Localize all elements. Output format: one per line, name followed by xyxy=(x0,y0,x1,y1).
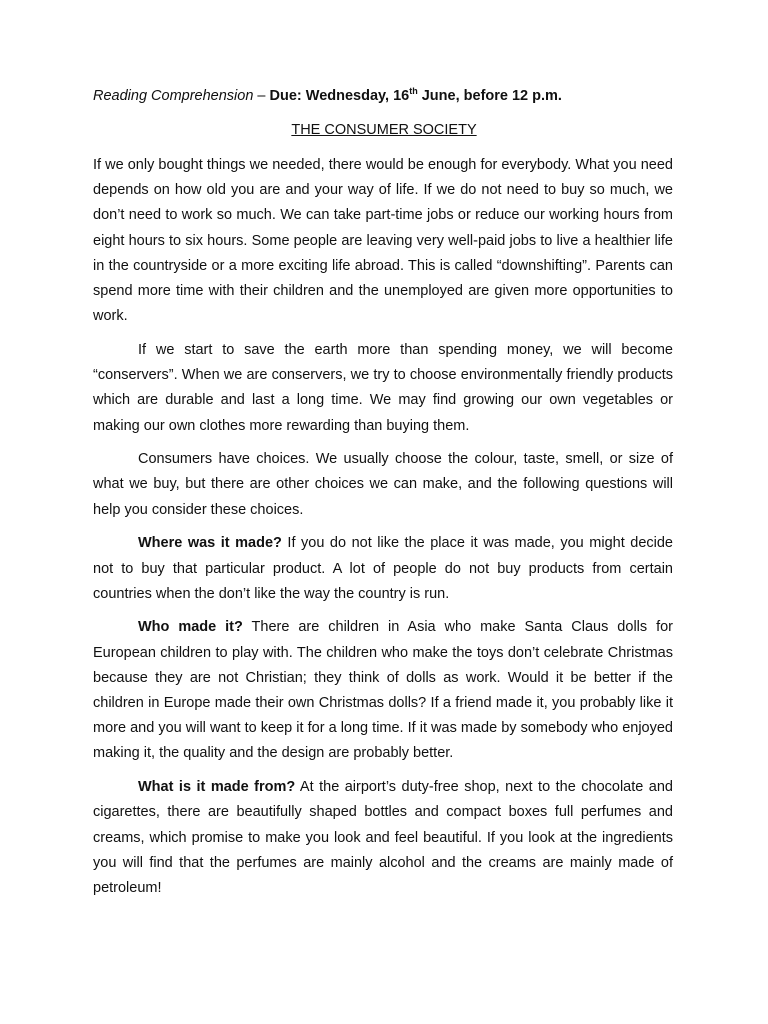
due-prefix: Due: Wednesday, 16 xyxy=(269,88,410,104)
paragraph-made-from xyxy=(93,775,673,901)
assignment-header xyxy=(93,86,562,106)
paragraph-who-made xyxy=(93,615,673,766)
due-ordinal-suffix: th xyxy=(409,86,418,97)
paragraph-intro: If we only bought things we needed, there would be enough for everybody. What you need depends on how old you are and your way of life. If we do not need to buy so much, we don’t need to work so much. We can take part-time jobs or reduce our working hours from eight hours to six hours. Some people are leaving very well-paid jobs to live a healthier life in the countryside or a more exciting life abroad. This is called “downshifting”. Parents can spend more time with their children and the unemployed are given more opportunities to work. xyxy=(93,157,673,325)
subject-label: Reading Comprehension xyxy=(93,88,254,104)
page-title xyxy=(0,120,768,140)
paragraph-conservers: If we start to save the earth more than spending money, we will become “conservers”. When we are conservers, we try to choose environmentally friendly products which are durable and last a long time. We may find growing our own vegetables or making our own clothes more rewarding than buying them. xyxy=(93,341,673,434)
title-text: THE CONSUMER SOCIETY xyxy=(291,122,477,138)
question-who-made: Who made it? xyxy=(138,619,243,636)
answer-where-made: If you do not like the place it was made, you might decide not to buy that particular product. A lot of people do not buy products from certain countries when the don’t like the way the country is run. xyxy=(93,535,673,602)
question-made-from: What is it made from? xyxy=(138,779,296,796)
answer-made-from: At the airport’s duty-free shop, next to the chocolate and cigarettes, there are beautifully shaped bottles and compact boxes full perfumes and creams, which promise to make you look and feel beautiful. If you look at the ingredients you will find that the perfumes are mainly alcohol and the creams are mainly made of petroleum! xyxy=(93,779,673,896)
answer-who-made: There are children in Asia who make Santa Claus dolls for European children to play with. The children who make the toys don’t celebrate Christmas because they are not Christian; they think of dolls as work. Would it be better if the children in Europe made their own Christmas dolls? If a friend made it, you probably like it more and you will want to keep it for a long time. If it was made by somebody who enjoyed making it, the quality and the design are probably better. xyxy=(93,619,673,762)
header-dash: – xyxy=(253,88,270,104)
document-body xyxy=(93,153,673,910)
due-suffix: June, before 12 p.m. xyxy=(417,88,562,104)
paragraph-choices: Consumers have choices. We usually choose the colour, taste, smell, or size of what we buy, but there are other choices we can make, and the following questions will help you consider these choices. xyxy=(93,451,673,518)
due-date xyxy=(270,88,562,104)
question-where-made: Where was it made? xyxy=(138,535,282,552)
paragraph-where-made xyxy=(93,531,673,607)
